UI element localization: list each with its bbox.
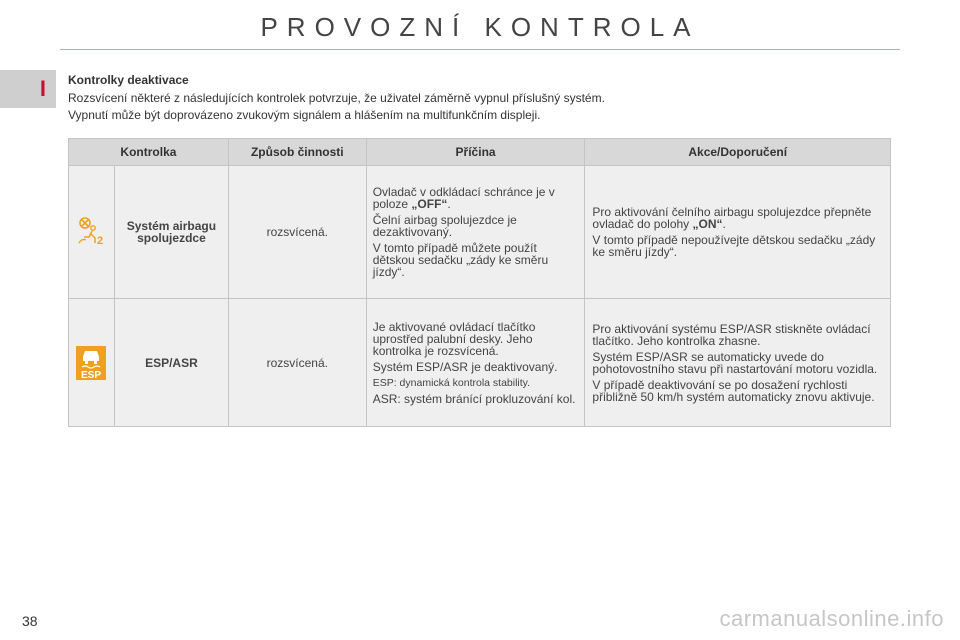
light-cause xyxy=(366,299,585,427)
cause-paragraph xyxy=(373,186,579,210)
cause-bold: „OFF“ xyxy=(411,197,448,211)
airbag-off-icon xyxy=(76,216,106,246)
light-mode: rozsvícená. xyxy=(228,299,366,427)
page-title: PROVOZNÍ KONTROLA xyxy=(260,12,700,42)
table-row xyxy=(69,299,891,427)
cause-paragraph: ESP: dynamická kontrola stability. xyxy=(372,376,531,389)
light-mode: rozsvícená. xyxy=(228,166,366,299)
intro-line: Rozsvícení některé z následujících kontrolek potvrzuje, že uživatel záměrně vypnul příslušný systém. xyxy=(68,91,605,105)
header-kontrolka: Kontrolka xyxy=(69,139,229,166)
action-bold: „ON“ xyxy=(692,217,723,231)
page-number: 38 xyxy=(22,613,38,629)
cause-paragraph: Čelní airbag spolujezdce je dezaktivovaný. xyxy=(372,213,517,239)
header-mode: Způsob činnosti xyxy=(228,139,366,166)
cause-text: . xyxy=(447,197,451,211)
light-cause xyxy=(366,166,585,299)
esp-icon-label: ESP xyxy=(81,370,102,380)
section-tab xyxy=(0,70,56,108)
warning-lights-table xyxy=(68,138,891,427)
light-name: Systém airbagu spolujezdce xyxy=(114,166,228,299)
header-cause: Příčina xyxy=(366,139,585,166)
svg-text:2: 2 xyxy=(97,234,104,246)
intro-block xyxy=(68,73,928,124)
section-marker: I xyxy=(39,76,46,101)
esp-off-icon xyxy=(76,346,106,380)
light-action xyxy=(585,166,891,299)
cause-paragraph: ASR: systém bránící prokluzování kol. xyxy=(372,391,576,406)
action-text: Pro aktivování čelního airbagu spolujezdce přepněte ovladač do polohy xyxy=(592,205,872,231)
cause-paragraph: Systém ESP/ASR je deaktivovaný. xyxy=(372,359,558,374)
table-row xyxy=(69,166,891,299)
header-action: Akce/Doporučení xyxy=(585,139,891,166)
intro-line: Vypnutí může být doprovázeno zvukovým signálem a hlášením na multifunkčním displeji. xyxy=(68,108,541,122)
light-action xyxy=(585,299,891,427)
watermark: carmanualsonline.info xyxy=(719,606,944,631)
icon-cell xyxy=(69,166,115,299)
intro-heading: Kontrolky deaktivace xyxy=(68,73,189,87)
action-paragraph: V případě deaktivování se po dosažení rychlosti přibližně 50 km/h systém automaticky znovu aktivuje. xyxy=(592,377,875,404)
cause-paragraph: Je aktivované ovládací tlačítko uprostřed palubní desky. Jeho kontrolka je rozsvícená. xyxy=(372,319,536,358)
title-divider xyxy=(60,49,900,50)
action-text: . xyxy=(722,217,726,231)
action-paragraph: Systém ESP/ASR se automaticky uvede do pohotovostního stavu při nastartování motoru vozidla. xyxy=(592,349,878,376)
light-name: ESP/ASR xyxy=(114,299,228,427)
cause-text: Ovladač v odkládací schránce je v poloze xyxy=(372,185,555,211)
action-paragraph: V tomto případě nepoužívejte dětskou sedačku „zády ke směru jízdy“. xyxy=(592,233,876,259)
table-header-row xyxy=(69,139,891,166)
action-paragraph xyxy=(592,206,883,230)
icon-cell xyxy=(69,299,115,427)
cause-paragraph: V tomto případě můžete použít dětskou sedačku „zády ke směru jízdy“. xyxy=(372,241,549,279)
action-paragraph: Pro aktivování systému ESP/ASR stiskněte ovládací tlačítko. Jeho kontrolka zhasne. xyxy=(592,321,871,348)
